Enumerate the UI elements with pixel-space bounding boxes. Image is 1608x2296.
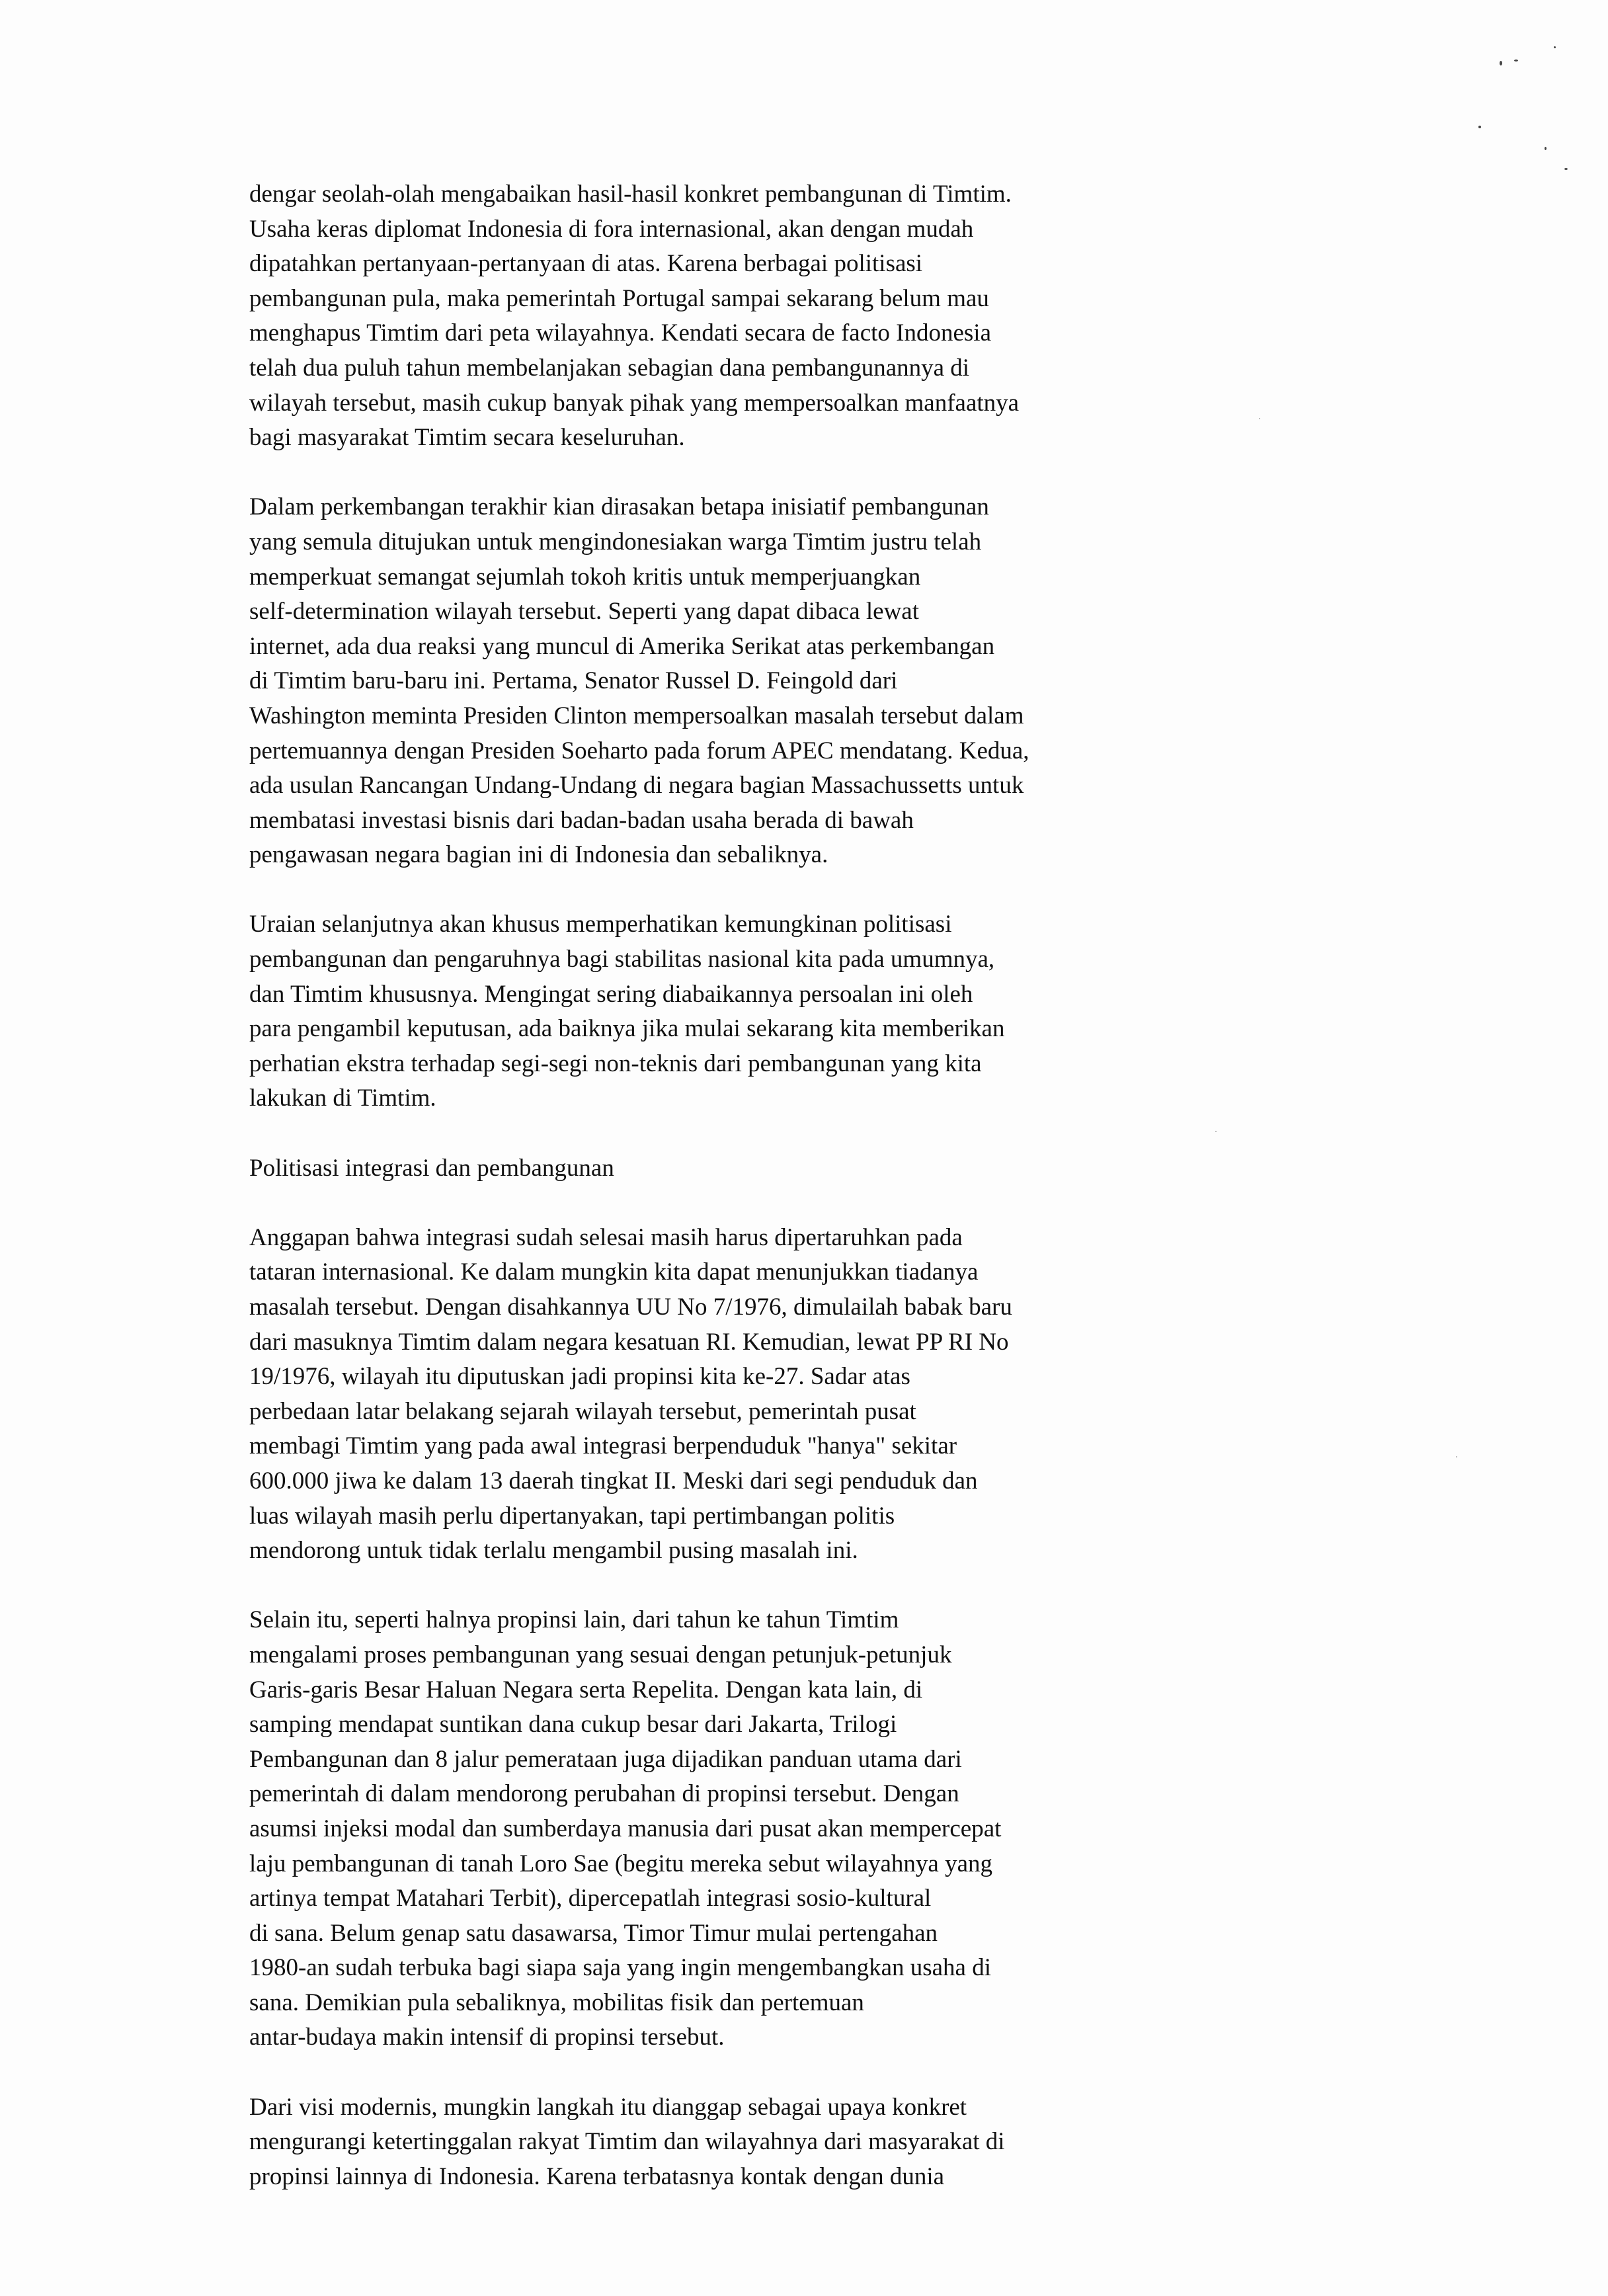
text-line: dan Timtim khususnya. Mengingat sering diabaikannya persoalan ini oleh [249, 980, 973, 1008]
text-line: Usaha keras diplomat Indonesia di fora internasional, akan dengan mudah [249, 215, 974, 243]
text-line: samping mendapat suntikan dana cukup besar dari Jakarta, Trilogi [249, 1711, 897, 1739]
text-line: tataran internasional. Ke dalam mungkin kita dapat menunjukkan tiadanya [249, 1258, 979, 1286]
text-line: para pengambil keputusan, ada baiknya jika mulai sekarang kita memberikan [249, 1015, 1005, 1043]
text-line: self-determination wilayah tersebut. Seperti yang dapat dibaca lewat [249, 598, 920, 626]
document-body [249, 177, 1387, 2229]
paragraph-4 [249, 1221, 1387, 1569]
paragraph-6 [249, 2090, 1387, 2195]
text-line: 19/1976, wilayah itu diputuskan jadi propinsi kita ke-27. Sadar atas [249, 1363, 910, 1391]
scan-speck [1554, 46, 1556, 48]
text-line: Dalam perkembangan terakhir kian dirasakan betapa inisiatif pembangunan [249, 493, 989, 521]
text-line: wilayah tersebut, masih cukup banyak pihak yang mempersoalkan manfaatnya [249, 389, 1020, 417]
text-line: membagi Timtim yang pada awal integrasi berpenduduk "hanya" sekitar [249, 1432, 957, 1460]
section-heading [249, 1151, 1387, 1186]
paragraph-2 [249, 490, 1387, 873]
text-line: membatasi investasi bisnis dari badan-badan usaha berada di bawah [249, 806, 914, 834]
section-heading-text: Politisasi integrasi dan pembangunan [249, 1154, 614, 1182]
text-line: lakukan di Timtim. [249, 1085, 436, 1112]
text-line: asumsi injeksi modal dan sumberdaya manusia dari pusat akan mempercepat [249, 1815, 1002, 1842]
scan-speck [1456, 1456, 1457, 1457]
scan-speck [1564, 168, 1568, 170]
text-line: propinsi lainnya di Indonesia. Karena terbatasnya kontak dengan dunia [249, 2162, 945, 2190]
text-line: perbedaan latar belakang sejarah wilayah tersebut, pemerintah pusat [249, 1397, 916, 1425]
text-line: pembangunan pula, maka pemerintah Portugal sampai sekarang belum mau [249, 284, 989, 312]
text-line: internet, ada dua reaksi yang muncul di Amerika Serikat atas perkembangan [249, 632, 995, 660]
text-line: pertemuannya dengan Presiden Soeharto pada forum APEC mendatang. Kedua, [249, 737, 1029, 764]
text-line: di sana. Belum genap satu dasawarsa, Timor Timur mulai pertengahan [249, 1919, 938, 1947]
text-line: luas wilayah masih perlu dipertanyakan, tapi pertimbangan politis [249, 1502, 895, 1530]
text-line: Washington meminta Presiden Clinton mempersoalkan masalah tersebut dalam [249, 702, 1024, 729]
text-line: artinya tempat Matahari Terbit), dipercepatlah integrasi sosio-kultural [249, 1885, 932, 1912]
text-line: dipatahkan pertanyaan-pertanyaan di atas. Karena berbagai politisasi [249, 250, 923, 278]
text-line: sana. Demikian pula sebaliknya, mobilitas fisik dan pertemuan [249, 1988, 864, 2016]
text-line: Dari visi modernis, mungkin langkah itu dianggap sebagai upaya konkret [249, 2093, 967, 2121]
text-line: masalah tersebut. Dengan disahkannya UU No 7/1976, dimulailah babak baru [249, 1293, 1012, 1321]
text-line: bagi masyarakat Timtim secara keseluruhan. [249, 424, 685, 452]
text-line: Pembangunan dan 8 jalur pemerataan juga dijadikan panduan utama dari [249, 1745, 962, 1773]
text-line: menghapus Timtim dari peta wilayahnya. Kendati secara de facto Indonesia [249, 319, 991, 347]
text-line: Garis-garis Besar Haluan Negara serta Repelita. Dengan kata lain, di [249, 1676, 923, 1703]
text-line: yang semula ditujukan untuk mengindonesiakan warga Timtim justru telah [249, 528, 982, 555]
scan-speck [1478, 126, 1481, 128]
paragraph-1 [249, 177, 1387, 456]
text-line: pembangunan dan pengaruhnya bagi stabilitas nasional kita pada umumnya, [249, 946, 995, 973]
text-line: dengar seolah-olah mengabaikan hasil-hasil konkret pembangunan di Timtim. [249, 181, 1012, 208]
text-line: dari masuknya Timtim dalam negara kesatuan RI. Kemudian, lewat PP RI No [249, 1328, 1009, 1356]
text-line: 1980-an sudah terbuka bagi siapa saja yang ingin mengembangkan usaha di [249, 1954, 992, 1982]
scan-speck [1514, 60, 1518, 62]
text-line: di Timtim baru-baru ini. Pertama, Senator Russel D. Feingold dari [249, 667, 898, 695]
text-line: mengurangi ketertinggalan rakyat Timtim dan wilayahnya dari masyarakat di [249, 2128, 1005, 2156]
scan-speck [1545, 147, 1547, 150]
text-line: laju pembangunan di tanah Loro Sae (begitu mereka sebut wilayahnya yang [249, 1850, 993, 1877]
text-line: telah dua puluh tahun membelanjakan sebagian dana pembangunannya di [249, 354, 970, 382]
text-line: 600.000 jiwa ke dalam 13 daerah tingkat II. Meski dari segi penduduk dan [249, 1467, 978, 1495]
text-line: Selain itu, seperti halnya propinsi lain, dari tahun ke tahun Timtim [249, 1606, 899, 1634]
text-line: pengawasan negara bagian ini di Indonesia dan sebaliknya. [249, 841, 828, 869]
text-line: mengalami proses pembangunan yang sesuai dengan petunjuk-petunjuk [249, 1641, 952, 1668]
text-line: perhatian ekstra terhadap segi-segi non-teknis dari pembangunan yang kita [249, 1049, 982, 1077]
paragraph-3 [249, 907, 1387, 1116]
paragraph-5 [249, 1603, 1387, 2055]
scan-speck [1500, 61, 1502, 65]
text-line: pemerintah di dalam mendorong perubahan di propinsi tersebut. Dengan [249, 1780, 959, 1808]
text-line: ada usulan Rancangan Undang-Undang di negara bagian Massachussetts untuk [249, 772, 1024, 800]
text-line: antar-budaya makin intensif di propinsi tersebut. [249, 2024, 725, 2051]
text-line: mendorong untuk tidak terlalu mengambil pusing masalah ini. [249, 1537, 858, 1565]
text-line: memperkuat semangat sejumlah tokoh kritis untuk memperjuangkan [249, 563, 921, 591]
text-line: Uraian selanjutnya akan khusus memperhatikan kemungkinan politisasi [249, 911, 952, 938]
text-line: Anggapan bahwa integrasi sudah selesai masih harus dipertaruhkan pada [249, 1223, 963, 1251]
